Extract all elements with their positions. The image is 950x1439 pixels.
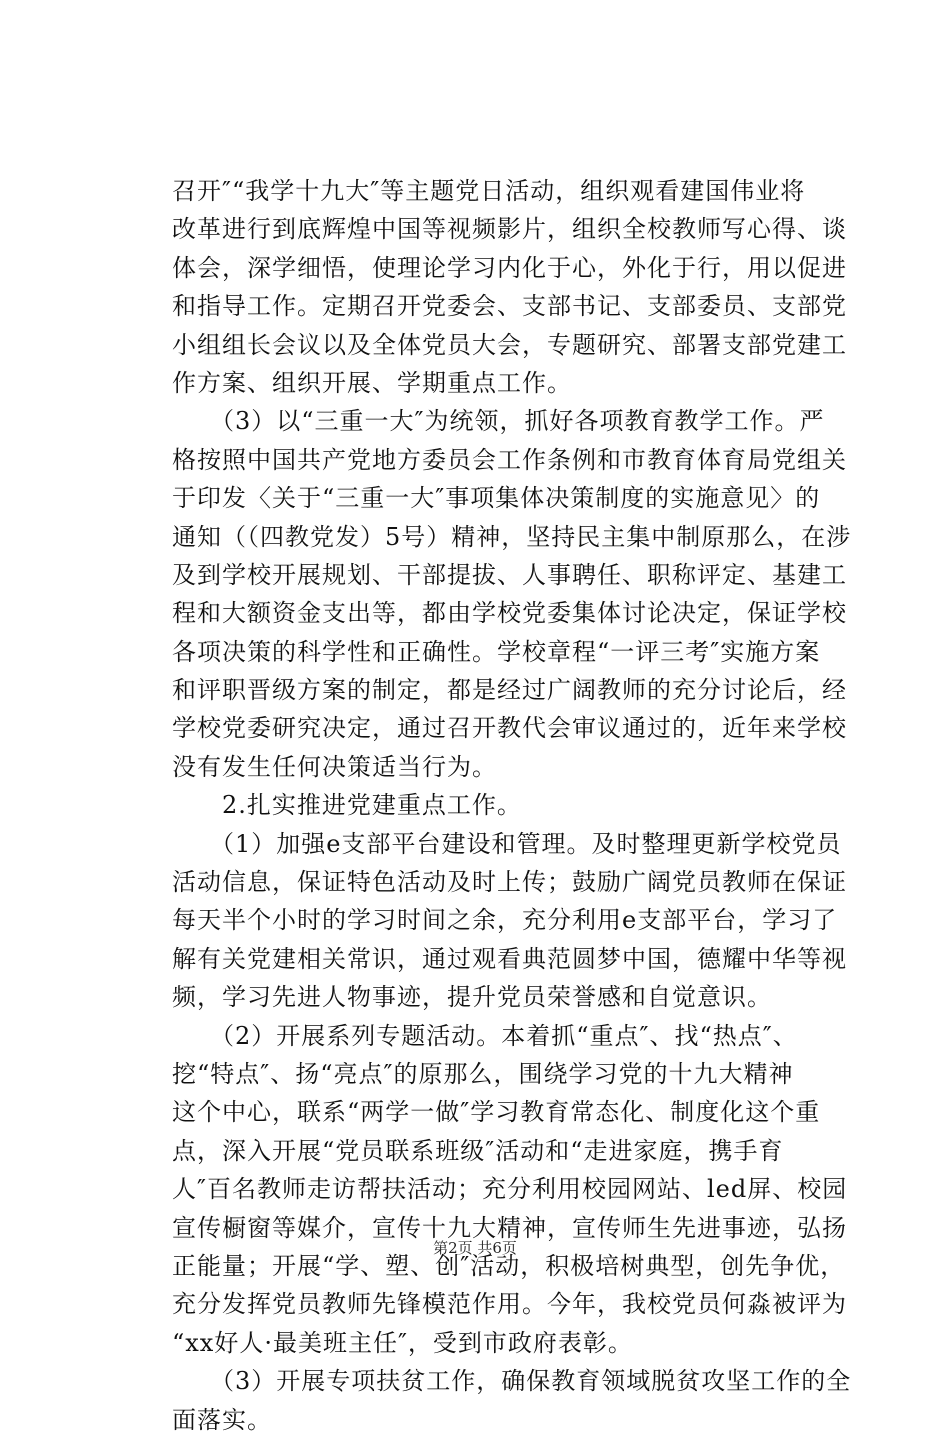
- text-line: 频，学习先进人物事迹，提升党员荣誉感和自觉意识。: [172, 983, 772, 1012]
- text-line: 正能量；开展“学、塑、创″活动，积极培树典型，创先争优，: [172, 1251, 846, 1280]
- text-line: 面落实。: [172, 1405, 272, 1434]
- text-line: （2）开展系列专题活动。本着抓“重点″、找“热点″、: [172, 1021, 798, 1050]
- text-line: 通知（（四教党发）5号）精神，坚持民主集中制原那么，在涉: [172, 522, 852, 551]
- text-line: “xx好人·最美班主任″，受到市政府表彰。: [172, 1328, 633, 1357]
- text-line: 这个中心，联系“两学一做″学习教育常态化、制度化这个重: [172, 1098, 821, 1127]
- text-line: 宣传橱窗等媒介，宣传十九大精神，宣传师生先进事迹，弘扬: [172, 1213, 847, 1242]
- text-line: 点，深入开展“党员联系班级″活动和“走进家庭，携手育: [172, 1136, 784, 1165]
- text-line: 作方案、组织开展、学期重点工作。: [172, 368, 572, 397]
- text-line: 和评职晋级方案的制定，都是经过广阔教师的充分讨论后，经: [172, 676, 847, 705]
- text-line: 活动信息，保证特色活动及时上传；鼓励广阔党员教师在保证: [172, 868, 847, 897]
- text-line: 学校党委研究决定，通过召开教代会审议通过的，近年来学校: [172, 714, 847, 743]
- text-line: 每天半个小时的学习时间之余，充分利用e支部平台，学习了: [172, 906, 838, 935]
- page-footer: [0, 1238, 950, 1258]
- text-line: （1）加强e支部平台建设和管理。及时整理更新学校党员: [172, 829, 842, 858]
- text-line: 改革进行到底辉煌中国等视频影片，组织全校教师写心得、谈: [172, 215, 847, 244]
- text-line: 各项决策的科学性和正确性。学校章程“一评三考″实施方案: [172, 637, 821, 666]
- text-line: 召开″“我学十九大″等主题党日活动，组织观看建国伟业将: [172, 177, 806, 205]
- text-line: （3）开展专项扶贫工作，确保教育领域脱贫攻坚工作的全: [172, 1367, 852, 1396]
- text-line: （3）以“三重一大″为统领，抓好各项教育教学工作。严: [172, 407, 825, 436]
- text-line: 充分发挥党员教师先锋模范作用。今年，我校党员何淼被评为: [172, 1290, 847, 1319]
- text-line: 体会，深学细悟，使理论学习内化于心，外化于行，用以促进: [172, 253, 847, 282]
- text-line: 小组组长会议以及全体党员大会，专题研究、部署支部党建工: [172, 330, 847, 359]
- text-line: 格按照中国共产党地方委员会工作条例和市教育体育局党组关: [172, 445, 847, 474]
- text-line: 程和大额资金支出等，都由学校党委集体讨论决定，保证学校: [172, 599, 847, 628]
- text-line: 于印发〈关于“三重一大″事项集体决策制度的实施意见〉的: [172, 484, 821, 513]
- text-line: 没有发生任何决策适当行为。: [172, 752, 497, 781]
- text-line: 挖“特点″、扬“亮点″的原那么，围绕学习党的十九大精神: [172, 1059, 794, 1088]
- text-line: 及到学校开展规划、干部提拔、人事聘任、职称评定、基建工: [172, 560, 847, 589]
- text-line: 2.扎实推进党建重点工作。: [172, 791, 522, 820]
- text-line: 和指导工作。定期召开党委会、支部书记、支部委员、支部党: [172, 292, 847, 321]
- page-number: 第2页 共6页: [433, 1239, 517, 1257]
- text-line: 解有关党建相关常识，通过观看典范圆梦中国，德耀中华等视: [172, 944, 847, 973]
- text-line: 人″百名教师走访帮扶活动；充分利用校园网站、led屏、校园: [172, 1175, 848, 1204]
